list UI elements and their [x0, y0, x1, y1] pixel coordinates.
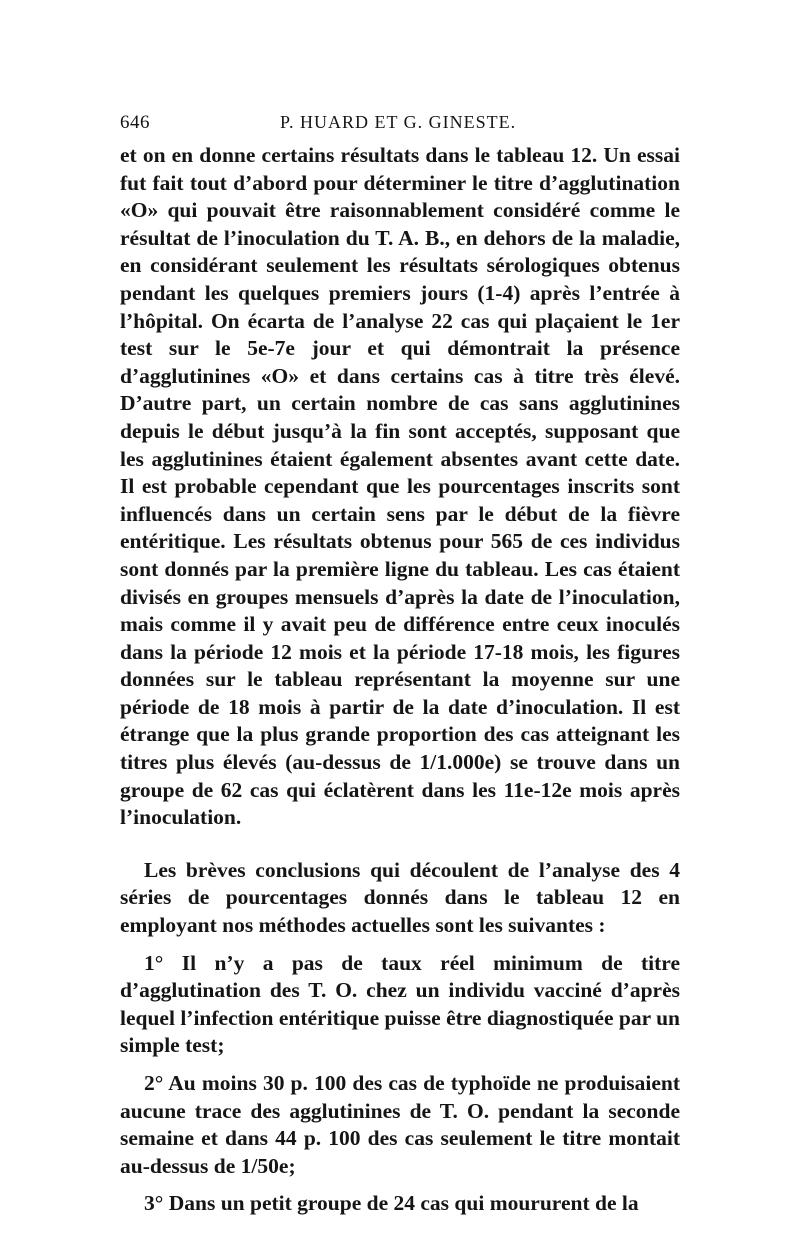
body-paragraph-2: Les brèves conclusions qui découlent de l’analyse des 4 séries de pourcentages donnés dans le tableau 12 en employant nos méthodes actuelles sont les suivantes :	[120, 857, 680, 938]
page-number: 646	[120, 112, 150, 133]
running-title: P. HUARD ET G. GINESTE.	[280, 112, 517, 132]
running-head	[120, 112, 680, 142]
conclusion-item-1: 1° Il n’y a pas de taux réel minimum de titre d’agglutination des T. O. chez un individu vacciné d’après lequel l’infection entéritique puisse être diagnostiquée par un simple test;	[120, 950, 681, 1058]
body-paragraph-1: et on en donne certains résultats dans le tableau 12. Un essai fut fait tout d’abord pour déterminer le titre d’agglutination «O» qui pouvait être raisonnablement considéré comme le résultat de l’inoculation du T. A. B., en dehors de la maladie, en considérant seulement les résultats sérologiques obtenus pendant les quelques premiers jours (1-4) après l’entrée à l’hôpital. On écarta de l’analyse 22 cas qui plaçaient le 1er test sur le 5e-7e jour et qui démontrait la présence d’agglutinines «O» et dans certains cas à titre très élevé. D’autre part, un certain nombre de cas sans agglutinines depuis le début jusqu’à la fin sont acceptés, supposant que les agglutinines étaient également absentes avant cette date. Il est probable cependant que les pourcentages inscrits sont influencés dans un certain sens par le début de la fièvre entéritique. Les résultats obtenus pour 565 de ces individus sont donnés par la première ligne du tableau. Les cas étaient divisés en groupes mensuels d’après la date de l’inoculation, mais comme il y avait peu de différence entre ceux inoculés dans la période 12 mois et la période 17-18 mois, les figures données sur le tableau représentant la moyenne sur une période de 18 mois à partir de la date d’inoculation. Il est étrange que la plus grande proportion des cas atteignant les titres plus élevés (au-dessus de 1/1.000e) se trouve dans un groupe de 62 cas qui éclatèrent dans les 11e-12e mois après l’inoculation.	[120, 143, 680, 830]
conclusion-item-3: 3° Dans un petit groupe de 24 cas qui moururent de la	[144, 1191, 639, 1216]
document-page	[120, 112, 680, 1218]
conclusion-item-2: 2° Au moins 30 p. 100 des cas de typhoïde ne produisaient aucune trace des agglutinines de T. O. pendant la seconde semaine et dans 44 p. 100 des cas seulement le titre montait au-dessus de 1/50e;	[120, 1071, 680, 1178]
